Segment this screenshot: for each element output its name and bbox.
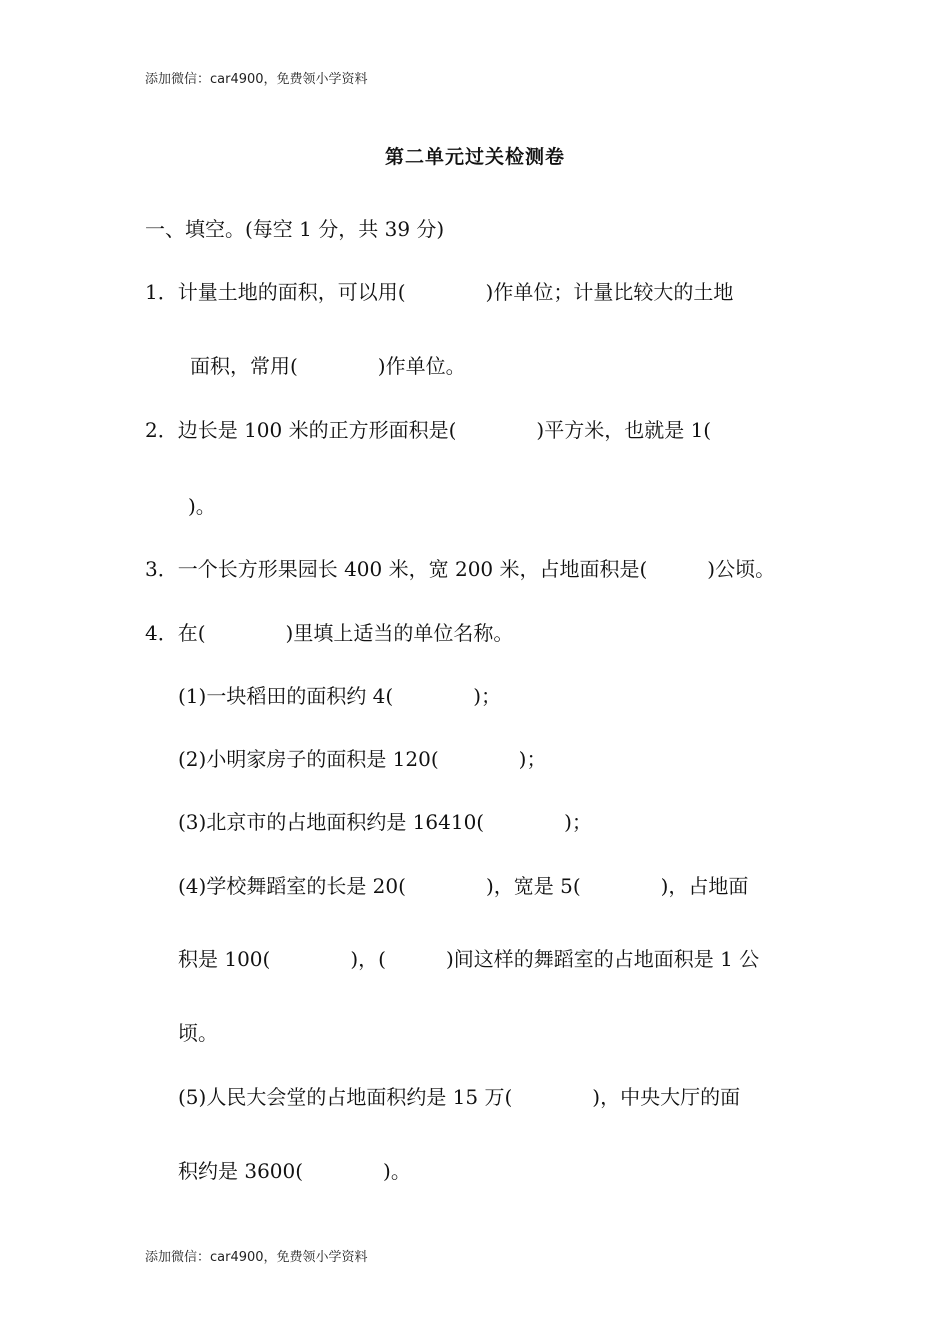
question-3: 3．一个长方形果园长 400 米，宽 200 米，占地面积是( )公顷。 [145,557,776,581]
question-4-item-5-line-1: (5)人民大会堂的占地面积约是 15 万( )，中央大厅的面 [178,1085,741,1109]
question-4-item-5-line-2: 积约是 3600( )。 [178,1159,411,1183]
question-4-item-4-line-1: (4)学校舞蹈室的长是 20( )，宽是 5( )，占地面 [178,874,749,898]
question-4-item-3: (3)北京市的占地面积约是 16410( )； [178,810,592,834]
question-1-line-1: 1．计量土地的面积，可以用( )作单位；计量比较大的土地 [145,280,734,304]
header-note: 添加微信：car4900，免费领小学资料 [145,72,368,87]
page-title: 第二单元过关检测卷 [384,146,565,168]
question-1-line-2: 面积，常用( )作单位。 [190,354,466,378]
footer-note: 添加微信：car4900，免费领小学资料 [145,1250,368,1265]
question-4-item-2: (2)小明家房子的面积是 120( )； [178,747,547,771]
question-2-line-2: )。 [188,494,216,518]
section-heading: 一、填空。(每空 1 分，共 39 分) [145,217,445,241]
question-2-line-1: 2．边长是 100 米的正方形面积是( )平方米，也就是 1( [145,418,712,442]
question-4-item-1: (1)一块稻田的面积约 4( )； [178,684,502,708]
question-4-item-4-line-3: 顷。 [178,1021,218,1045]
question-4: 4．在( )里填上适当的单位名称。 [145,621,514,645]
question-4-item-4-line-2: 积是 100( )，( )间这样的舞蹈室的占地面积是 1 公 [178,947,760,971]
